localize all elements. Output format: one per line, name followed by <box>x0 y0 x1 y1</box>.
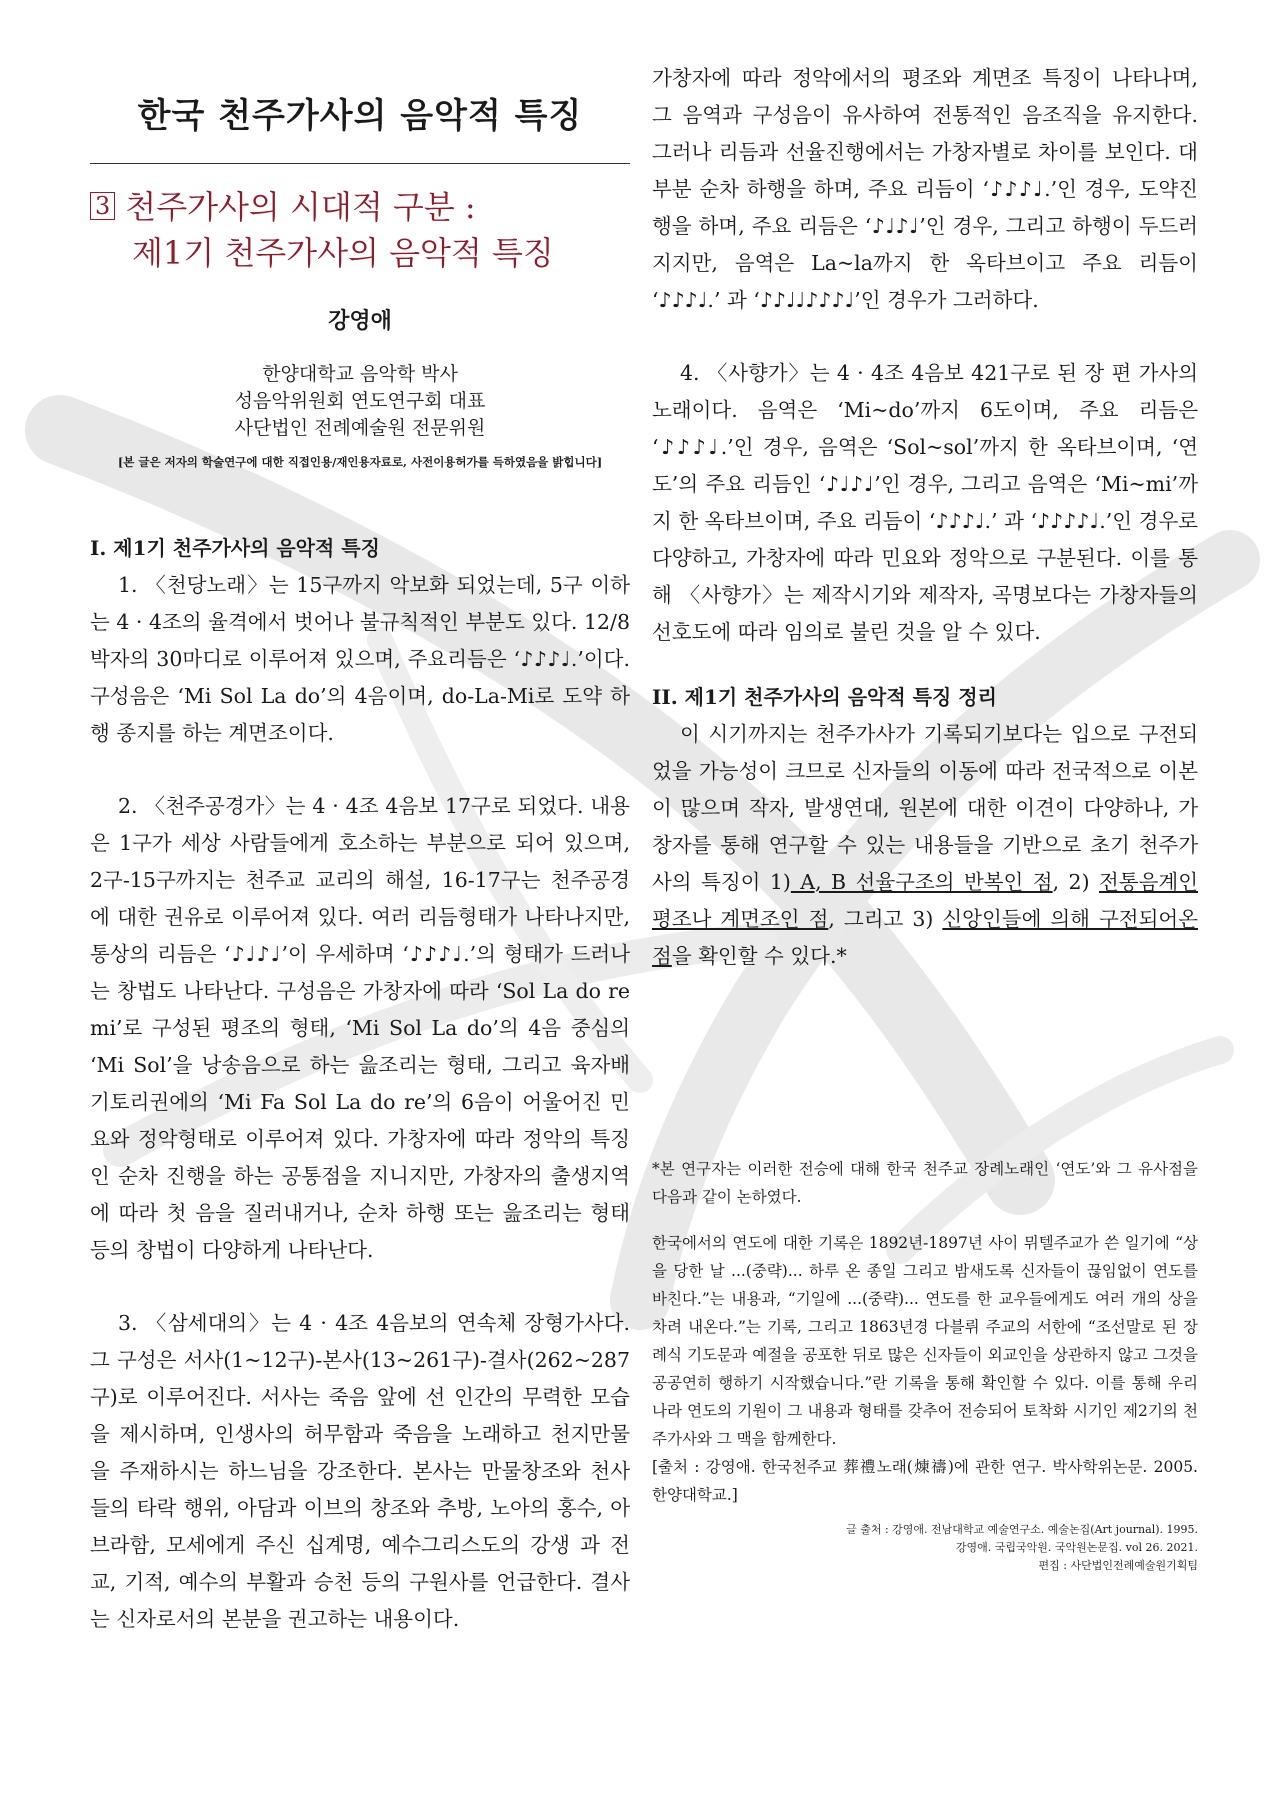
footnote-intro: *본 연구자는 이러한 전승에 대해 한국 천주교 장례노래인 ‘연도’와 그 유사점을 다음과 같이 논하였다. <box>652 1160 1198 1206</box>
summary-text: 이 시기까지는 천주가사가 기록되기보다는 입으로 구전되었을 가능성이 크므로 신자들의 이동에 따라 전국적으로 이본이 많으며 작자, 발생연대, 원본에 대한 이견이 다양하나, 가창자를 통해 연구할 수 있는 내용들을 기반으로 초기 천주가사의 특징이 1) <box>652 722 1198 894</box>
paragraph-samsedaeui: 3. 〈삼세대의〉는 4 · 4조 4음보의 연속체 장형가사다. 그 구성은 서사(1~12구)-본사(13~261구)-결사(262~287구)로 이루어진다. 서사는 죽음 앞에 선 인간의 무력한 모습을 제시하며, 인생사의 허무함과 죽음을 노래하고 천지만물을 주재하시는 하느님을 강조한다. 본사는 만물창조와 천사들의 타락 행위, 아담과 이브의 창조와 추방, 노아의 홍수, 아브라함, 모세에게 주신 십계명, 예수그리스도의 강생 과 전교, 기적, 예수의 부활과 승천 등의 구원사를 언급한다. 결사는 신자로서의 본분을 권고하는 내용이다. <box>90 1311 630 1631</box>
affiliation-line: 사단법인 전례예술원 전문위원 <box>234 417 486 439</box>
right-column <box>652 60 1198 1575</box>
section-heading <box>90 184 630 276</box>
author-affiliations <box>90 361 630 442</box>
affiliation-line: 한양대학교 음악학 박사 <box>262 363 458 385</box>
paragraph-summary <box>652 716 1198 975</box>
paragraph-cheondang: 1. 〈천당노래〉는 15구까지 악보화 되었는데, 5구 이하는 4 · 4조의 율격에서 벗어나 불규칙적인 부분도 있다. 12/8박자의 30마디로 이루어져 있으며, 주요리듬은 ‘♪♪♪♩.’이다. 구성음은 ‘Mi Sol La do’의 4음이며, do-La-Mi로 도약 하행 종지를 하는 계면조이다. <box>90 573 630 745</box>
section-heading-line2: 제1기 천주가사의 음악적 특징 <box>132 234 554 272</box>
credits <box>652 1521 1198 1575</box>
left-column <box>90 70 630 1638</box>
paragraph-samsedaeui-continued: 가창자에 따라 정악에서의 평조와 계면조 특징이 나타나며, 그 음역과 구성음이 유사하여 전통적인 음조직을 유지한다. 그러나 리듬과 선율진행에서는 가창자별로 차이를 보인다. 대부분 순차 하행을 하며, 주요 리듬이 ‘♪♪♪♩.’인 경우, 도약진행을 하며, 주요 리듬은 ‘♪♩♪♩’인 경우, 그리고 하행이 두드러지지만, 음역은 La~la까지 한 옥타브이고 주요 리듬이 ‘♪♪♪♩.’ 과 ‘♪♪♩♩♪♪♪♩’인 경우가 그러하다. <box>652 66 1198 312</box>
footnote-body: 한국에서의 연도에 대한 기록은 1892년-1897년 사이 뮈텔주교가 쓴 일기에 “상을 당한 날 ...(중략)... 하루 온 종일 그리고 밤새도록 신자들이 끊임없이 연도를 바친다.”는 내용과, “기일에 ...(중략)... 연도를 한 교우들에게도 여러 개의 상을 차려 내온다.”는 기록, 그리고 1863년경 다블뤼 주교의 서한에 “조선말로 된 장례식 기도문과 예절을 공포한 뒤로 많은 신자들이 외교인을 상관하지 않고 그것을 공공연히 행하기 시작했습니다.”란 기록을 통해 확인할 수 있다. 이를 통해 우리나라 연도의 기원이 그 내용과 형태를 갖추어 전승되어 토착화 시기인 제2기의 천주가사와 그 맥을 함께한다. <box>652 1234 1198 1448</box>
heading-part-1: I. 제1기 천주가사의 음악적 특징 <box>90 536 380 560</box>
title-divider <box>90 163 630 164</box>
author-name: 강영애 <box>328 308 392 334</box>
summary-point-3: 신앙인들에 의해 구전되어온 점 <box>652 907 1198 968</box>
summary-text: , 2) <box>1052 870 1099 894</box>
paragraph-cheonjugonggyeong: 2. 〈천주공경가〉는 4 · 4조 4음보 17구로 되었다. 내용은 1구가 세상 사람들에게 호소하는 부분으로 되어 있으며, 2구-15구까지는 천주교 교리의 해설, 16-17구는 천주공경에 대한 권유로 이루어져 있다. 여러 리듬형태가 나타나지만, 통상의 리듬은 ‘♪♩♪♩’이 우세하며 ‘♪♪♪♩.’의 형태가 드러나는 창법도 나타난다. 구성음은 가창자에 따라 ‘Sol La do re mi’로 구성된 평조의 형태, ‘Mi Sol La do’의 4음 중심의 ‘Mi Sol’을 낭송음으로 하는 읊조리는 형태, 그리고 육자배기토리권에의 ‘Mi Fa Sol La do re’의 6음이 어울어진 민요와 정악형태로 이루어져 있다. 가창자에 따라 정악의 특징인 순차 진행을 하는 공통점을 지니지만, 가창자의 출생지역에 따라 첫 음을 질러내거나, 순차 하행 또는 읊조리는 형태 등의 창법이 다양하게 나타난다. <box>90 794 630 1262</box>
section-number-box: 3 <box>90 192 115 220</box>
summary-point-1: A, B 선율구조의 반복인 점 <box>790 870 1053 894</box>
credit-line: 편집 : 사단법인전례예술원기획팀 <box>1038 1559 1198 1572</box>
summary-text: , 그리고 3) <box>828 907 943 931</box>
affiliation-line: 성음악위원회 연도연구회 대표 <box>234 390 486 412</box>
document-title: 한국 천주가사의 음악적 특징 <box>137 96 583 136</box>
heading-part-2: II. 제1기 천주가사의 음악적 특징 정리 <box>652 685 997 709</box>
credit-line: 강영애. 국립국악원. 국악원논문집. vol 26. 2021. <box>955 1541 1198 1554</box>
copyright-notice: [본 글은 저자의 학술연구에 대한 직접인용/재인용자료로, 사전이용허가를 득하였음을 밝힙니다] <box>117 455 603 469</box>
section-heading-line1: 천주가사의 시대적 구분 : <box>125 188 476 226</box>
paragraph-sahyangga: 4. 〈사향가〉는 4 · 4조 4음보 421구로 된 장 편 가사의 노래이다. 음역은 ‘Mi~do’까지 6도이며, 주요 리듬은 ‘♪♪♪♩.’인 경우, 음역은 ‘Sol~sol’까지 한 옥타브이며, ‘연도’의 주요 리듬인 ‘♪♩♪♩’인 경우, 그리고 음역은 ‘Mi~mi’까지 한 옥타브이며, 주요 리듬이 ‘♪♪♪♩.’ 과 ‘♪♪♪♪♩.’인 경우로 다양하고, 가창자에 따라 민요와 정악으로 구분된다. 이를 통해 〈사향가〉는 제작시기와 제작자, 곡명보다는 가창자들의 선호도에 따라 임의로 불린 것을 알 수 있다. <box>652 361 1198 644</box>
footnote-source: [출처 : 강영애. 한국천주교 葬禮노래(煉禱)에 관한 연구. 박사학위논문. 2005. 한양대학교.] <box>652 1458 1198 1504</box>
credit-line: 글 출처 : 강영애. 전남대학교 예술연구소. 예술논집(Art journal). 1995. <box>846 1523 1198 1536</box>
summary-text: 을 확인할 수 있다.* <box>671 944 847 968</box>
summary-point-2: 전통음계인 평조나 계면조인 점 <box>652 870 1198 931</box>
